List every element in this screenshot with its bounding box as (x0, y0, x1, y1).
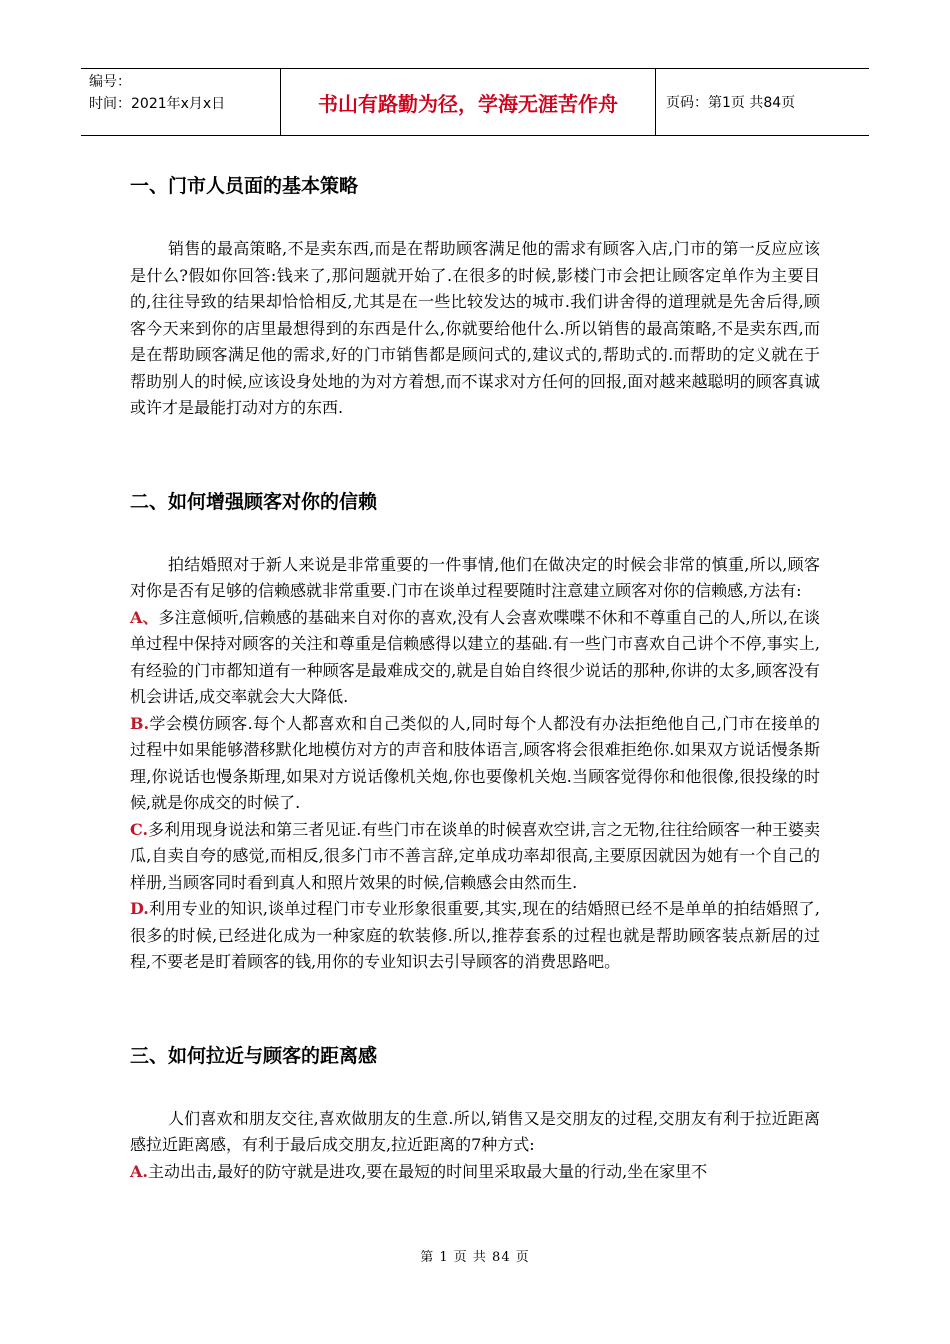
page-header (81, 68, 869, 136)
paragraph: 人们喜欢和朋友交往,喜欢做朋友的生意.所以,销售又是交朋友的过程,交朋友有利于拉近距离感拉近距离感，有利于最后成交朋友,拉近距离的7种方式: (130, 1108, 820, 1154)
list-item (130, 896, 820, 976)
document-date: 时间：2021年x月x日 (89, 96, 226, 112)
list-marker: A、 (130, 607, 159, 627)
document-number-label: 编号： (89, 74, 131, 90)
header-meta (81, 69, 281, 135)
section-title: 三、如何拉近与顾客的距离感 (130, 1044, 378, 1067)
list-item (130, 711, 820, 817)
paragraph: 销售的最高策略,不是卖东西,而是在帮助顾客满足他的需求有顾客入店,门市的第一反应应该是什么?假如你回答:钱来了,那问题就开始了.在很多的时候,影楼门市会把让顾客定单作为主要目的,往往导致的结果却恰恰相反,尤其是在一些比较发达的城市.我们讲舍得的道理就是先舍后得,顾客今天来到你的店里最想得到的东西是什么,你就要给他什么.所以销售的最高策略,不是卖东西,而是在帮助顾客满足他的需求,好的门市销售都是顾问式的,建议式的,帮助式的.而帮助的定义就在于帮助别人的时候,应该设身处地的为对方着想,而不谋求对方任何的回报,面对越来越聪明的顾客真诚或许才是最能打动对方的东西. (130, 239, 820, 417)
section-title: 二、如何增强顾客对你的信赖 (130, 490, 378, 513)
list-marker: C. (130, 819, 149, 839)
list-item-text: 利用专业的知识,谈单过程门市专业形象很重要,其实,现在的结婚照已经不是单单的拍结婚照了,很多的时候,已经进化成为一种家庭的软装修.所以,推荐套系的过程也就是帮助顾客装点新居的过程,不要老是盯着顾客的钱,用你的专业知识去引导顾客的消费思路吧。 (130, 899, 820, 971)
list-item (130, 605, 820, 711)
header-motto: 书山有路勤为径，学海无涯苦作舟 (281, 69, 656, 135)
list-marker: D. (130, 899, 149, 918)
section-title: 一、门市人员面的基本策略 (130, 175, 359, 197)
page-footer: 第 1 页 共 84 页 (420, 1250, 530, 1265)
list-item-text: 主动出击,最好的防守就是进攻,要在最短的时间里采取最大量的行动,坐在家里不 (147, 1161, 708, 1181)
list-item-text: 学会模仿顾客.每个人都喜欢和自己类似的人,同时每个人都没有办法拒绝他自己,门市在接单的过程中如果能够潜移默化地模仿对方的声音和肢体语言,顾客将会很难拒绝你.如果双方说话慢条斯理,你说话也慢条斯理,如果对方说话像机关炮,你也要像机关炮.当顾客觉得你和他很像,很投缘的时候,就是你成交的时候了. (130, 713, 820, 812)
list-marker: B. (130, 713, 150, 733)
document-body (130, 162, 820, 1185)
list-item-text: 多利用现身说法和第三者见证.有些门市在谈单的时候喜欢空讲,言之无物,往往给顾客一种王婆卖瓜,自卖自夸的感觉,而相反,很多门市不善言辞,定单成功率却很高,主要原因就因为她有一个自己的样册,当顾客同时看到真人和照片效果的时候,信赖感会由然而生. (130, 819, 820, 892)
list-item (130, 817, 820, 897)
list-item-text: 多注意倾听,信赖感的基础来自对你的喜欢,没有人会喜欢喋喋不休和不尊重自己的人,所以,在谈单过程中保持对顾客的关注和尊重是信赖感得以建立的基础.有一些门市喜欢自己讲个不停,事实上,有经验的门市都知道有一种顾客是最难成交的,就是自始自终很少说话的那种,你讲的太多,顾客没有机会讲话,成交率就会大大降低. (130, 607, 820, 706)
header-page-info: 页码：第1页 共84页 (666, 95, 796, 111)
list-item (130, 1159, 820, 1186)
list-marker: A. (130, 1161, 148, 1181)
paragraph: 拍结婚照对于新人来说是非常重要的一件事情,他们在做决定的时候会非常的慎重,所以,顾客对你是否有足够的信赖感就非常重要.门市在谈单过程要随时注意建立顾客对你的信赖感,方法有: (130, 554, 820, 600)
